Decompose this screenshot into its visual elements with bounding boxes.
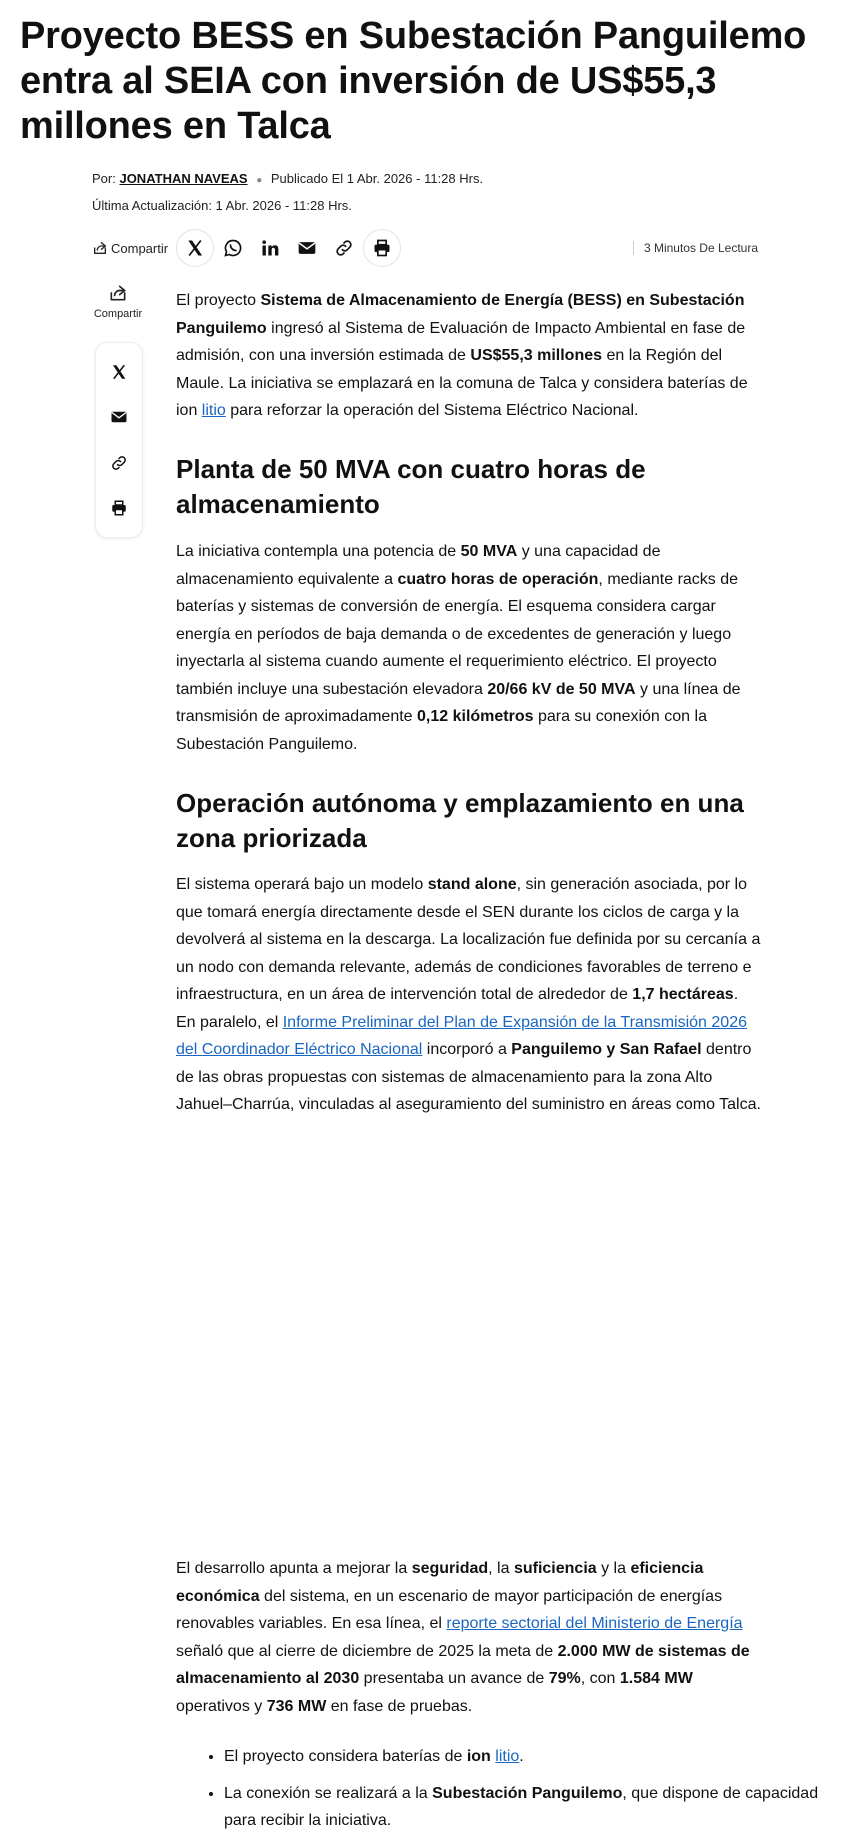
side-share-label: Compartir <box>93 308 143 320</box>
bold-text: 0,12 kilómetros <box>417 708 534 725</box>
article-meta <box>92 166 483 218</box>
bold-text: stand alone <box>427 876 517 893</box>
side-link-button[interactable] <box>101 445 137 481</box>
email-icon <box>297 238 317 258</box>
text: El proyecto considera baterías de <box>224 1748 467 1765</box>
whatsapp-icon <box>223 238 243 258</box>
reading-time: 3 Minutos De Lectura <box>633 241 758 255</box>
share-button[interactable] <box>92 240 168 256</box>
text: . En paralelo, el <box>176 986 739 1031</box>
bold-text: 2.000 MW de sistemas de almacenamiento al 2030 <box>176 1642 750 1687</box>
linkedin-icon <box>260 238 280 258</box>
text: ingresó al Sistema de Evaluación de Impacto Ambiental en fase de admisión, con una inversión estimada de <box>176 319 746 364</box>
share-icon <box>92 240 108 256</box>
article-title: Proyecto BESS en Subestación Panguilemo entra al SEIA con inversión de US$55,3 millones en Talca <box>20 15 807 147</box>
text: El desarrollo apunta a mejorar la <box>176 1560 412 1577</box>
share-print-button[interactable] <box>363 229 401 267</box>
bold-text: Subestación Panguilemo <box>432 1784 623 1802</box>
bold-text: 1,7 hectáreas <box>632 986 734 1003</box>
litio-link[interactable]: litio <box>495 1748 520 1765</box>
share-label: Compartir <box>111 240 169 256</box>
side-email-button[interactable] <box>101 399 137 435</box>
bold-text: 20/66 kV de 50 MVA <box>487 680 636 698</box>
author-link[interactable]: JONATHAN NAVEAS <box>119 171 248 186</box>
bold-text: 1.584 MW <box>619 1670 693 1687</box>
list-item <box>224 1780 824 1835</box>
paragraph-operation <box>176 871 762 1119</box>
link-icon <box>110 454 128 472</box>
key-points-list <box>176 1743 824 1844</box>
byline <box>92 166 483 193</box>
share-link-button[interactable] <box>326 230 362 266</box>
text: , la <box>488 1560 514 1577</box>
text: La conexión se realizará a la <box>224 1784 433 1802</box>
separator-dot: ● <box>256 175 263 186</box>
text: en la Región del Maule. La iniciativa se emplazará en la comuna de Talca y considera baterías de ion <box>176 347 748 419</box>
litio-link[interactable]: litio <box>201 402 226 419</box>
link-icon <box>334 238 354 258</box>
share-linkedin-button[interactable] <box>252 230 288 266</box>
bold-text: Sistema de Almacenamiento de Energía (BESS) en Subestación Panguilemo <box>176 292 745 337</box>
text: , mediante racks de baterías y sistemas de conversión de energía. El esquema considera cargar energía en períodos de baja demanda o de excedentes de generación y luego inyectarla al sistema cuando aumente el requerimiento eléctrico. El proyecto también incluye una subestación elevadora <box>176 570 739 698</box>
text: dentro de las obras propuestas con sistemas de almacenamiento para la zona Alto Jahuel–Charrúa, vinculadas al aseguramiento del suministro en áreas como Talca. <box>176 1041 761 1113</box>
text: señaló que al cierre de diciembre de 2025 la meta de <box>176 1642 558 1660</box>
side-share-panel <box>92 283 144 320</box>
text: El sistema operará bajo un modelo <box>176 876 428 893</box>
text: del sistema, en un escenario de mayor participación de energías renovables variables. En esa línea, el <box>176 1587 723 1632</box>
side-print-button[interactable] <box>101 490 137 526</box>
section-heading-1: Planta de 50 MVA con cuatro horas de almacenamiento <box>176 454 646 519</box>
text: presentaba un avance de <box>359 1670 549 1687</box>
bold-text: 736 MW <box>266 1697 327 1715</box>
bold-text: cuatro horas de operación <box>397 570 599 588</box>
print-icon <box>110 499 128 517</box>
share-x-button[interactable] <box>176 229 214 267</box>
text: , sin generación asociada, por lo que tomará energía directamente desde el SEN durante los ciclos de carga y la devolverá al sistema en la descarga. La localización fue definida por su cercanía a un nodo con demanda relevante, además de condiciones favorables de terreno e infraestructura, en un área de intervención total de alrededor de <box>176 876 761 1003</box>
text: , que dispone de capacidad para recibir la iniciativa. <box>224 1784 819 1829</box>
text: para reforzar la operación del Sistema Eléctrico Nacional. <box>225 402 639 419</box>
bold-text: US$55,3 millones <box>470 347 603 364</box>
side-share-box <box>95 342 143 538</box>
share-email-button[interactable] <box>289 230 325 266</box>
bold-text: Panguilemo y San Rafael <box>511 1041 702 1058</box>
bold-text: 79% <box>548 1670 581 1687</box>
text: y una capacidad de almacenamiento equivalente a <box>176 543 661 588</box>
x-icon <box>185 238 205 258</box>
share-icon <box>108 283 128 303</box>
bold-text: seguridad <box>411 1560 489 1577</box>
side-share-button[interactable] <box>92 283 144 320</box>
text: operativos y <box>176 1697 267 1715</box>
list-item <box>224 1743 824 1771</box>
text: y la <box>596 1560 631 1577</box>
text: incorporó a <box>422 1041 512 1058</box>
print-icon <box>372 238 392 258</box>
share-bar <box>92 228 758 268</box>
updated-date: Última Actualización: 1 Abr. 2026 - 11:28 Hrs. <box>92 198 352 213</box>
text: en fase de pruebas. <box>326 1697 473 1715</box>
x-icon <box>110 363 128 381</box>
text: El proyecto <box>176 292 261 309</box>
bold-text: suficiencia <box>513 1560 597 1577</box>
ministry-report-link[interactable]: reporte sectorial del Ministerio de Energía <box>446 1615 743 1632</box>
bold-text: ion <box>466 1748 491 1765</box>
text: . <box>519 1748 524 1765</box>
side-x-button[interactable] <box>101 354 137 390</box>
bold-text: eficiencia económica <box>176 1560 704 1605</box>
published-date: Publicado El 1 Abr. 2026 - 11:28 Hrs. <box>270 171 484 186</box>
text: , con <box>580 1670 620 1687</box>
share-whatsapp-button[interactable] <box>215 230 251 266</box>
email-icon <box>110 408 128 426</box>
bold-text: 50 MVA <box>460 543 518 560</box>
author-prefix: Por: <box>92 171 116 186</box>
text: La iniciativa contempla una potencia de <box>176 543 461 560</box>
text: y una línea de transmisión de aproximadamente <box>176 680 741 725</box>
paragraph-development <box>176 1555 762 1720</box>
paragraph-plant <box>176 538 762 758</box>
section-heading-2: Operación autónoma y emplazamiento en una zona priorizada <box>176 788 744 853</box>
paragraph-intro <box>176 287 762 425</box>
text: para su conexión con la Subestación Panguilemo. <box>176 708 707 753</box>
transmission-plan-link[interactable]: Informe Preliminar del Plan de Expansión de la Transmisión 2026 del Coordinador Eléctrico Nacional <box>176 1013 747 1058</box>
